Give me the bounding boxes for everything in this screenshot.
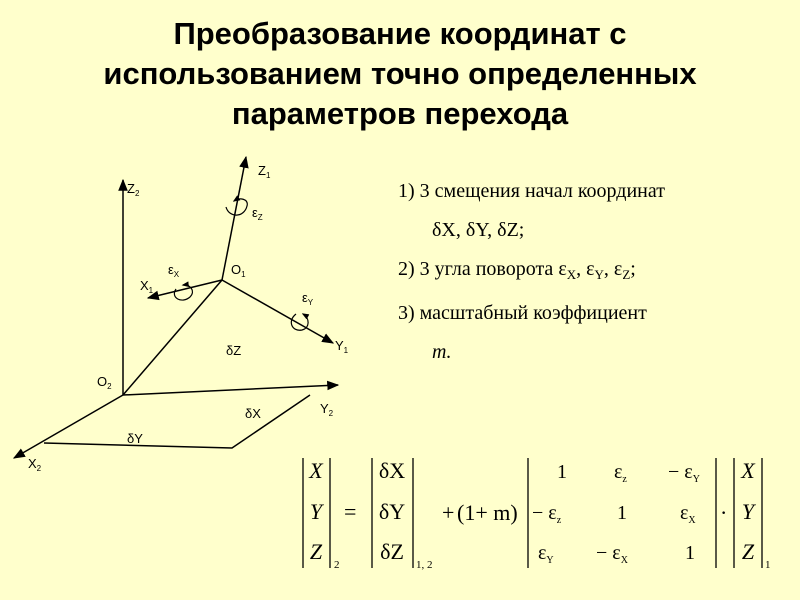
scale-factor: (1+ m) [457,500,518,525]
z2-label: $Z_2$ [127,181,140,198]
m23: $\varepsilon_X$ [680,502,696,526]
x1-label: $X_1$ [140,278,154,295]
equals-sign: = [344,499,357,524]
epsilon-x-label: $\varepsilon_X$ [168,262,180,279]
y1-label: $Y_1$ [335,338,349,355]
epsilon-x-sub: X [566,267,577,282]
m33: 1 [685,542,695,564]
m13: − $\varepsilon_Y$ [668,461,700,485]
offset-subscript: 1, 2 [416,559,433,571]
multiply-dot: · [720,500,728,525]
param-offsets-values: δX, δY, δZ; [432,219,525,241]
vector-subscript-1: 1 [765,559,771,571]
m31: $\varepsilon_Y$ [538,542,554,566]
matrix-y1: Y [741,499,755,524]
rotation-matrix [528,458,716,568]
matrix-x2: X [309,458,323,483]
matrix-dz: δZ [380,539,404,564]
matrix-dx: δX [378,458,406,483]
plus-sign: + [442,500,455,525]
separator: , [576,258,587,280]
param-scale: 3) масштабный коэффициент [398,302,647,324]
epsilon-z-label: $\varepsilon_Z$ [252,205,263,222]
offset-vector-matrix [372,458,433,571]
separator: , [603,258,614,280]
matrix-z2: Z [309,539,323,564]
delta-x-label: δX [245,406,261,421]
m21: − $\varepsilon_z$ [532,502,562,526]
y2-label: $Y_2$ [320,401,334,418]
x2-label: $X_2$ [28,456,42,473]
delta-z-label: δZ [226,343,242,358]
vector-xyz-2 [303,458,340,571]
vector-subscript-2: 2 [334,559,340,571]
matrix-y2: Y [309,499,323,524]
param-offsets: 1) 3 смещения начал координат [398,180,665,202]
param-scale-symbol: m. [432,341,452,363]
matrix-z1: Z [741,539,755,564]
epsilon-z: ε [613,258,623,280]
m32: − $\varepsilon_X$ [596,542,628,566]
rotations-label: 2) 3 угла поворота [398,258,559,280]
m22: 1 [617,502,627,524]
title-line-2: использованием точно определенных [103,56,697,91]
epsilon-y-sub: Y [594,267,604,282]
vector-xyz-1 [734,458,771,571]
matrix-dy: δY [378,499,406,524]
o2-label: $O_2$ [97,374,112,391]
title-line-1: Преобразование координат с [173,16,627,51]
epsilon-y: ε [586,258,595,280]
epsilon-z-sub: Z [622,267,631,282]
epsilon-y-label: $\varepsilon_Y$ [302,290,314,307]
title-line-3: параметров перехода [231,96,569,131]
semicolon: ; [630,258,636,280]
z1-label: $Z_1$ [258,163,271,180]
m11: 1 [557,461,567,483]
o1-label: $O_1$ [231,262,246,279]
delta-y-label: δY [127,431,143,446]
m12: $\varepsilon_z$ [614,461,627,485]
epsilon-x: ε [558,258,567,280]
matrix-x1: X [741,458,755,483]
